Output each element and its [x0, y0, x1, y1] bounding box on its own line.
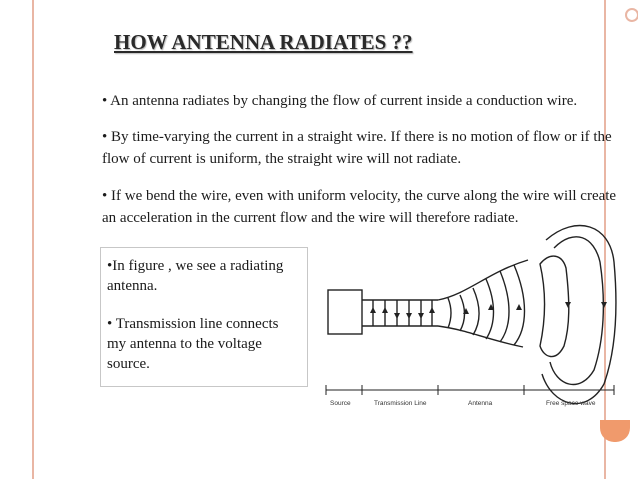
- figure-caption-box: [100, 247, 308, 387]
- antenna-diagram: [318, 222, 618, 432]
- label-source: Source: [330, 400, 351, 407]
- antenna-lower-arm: [438, 326, 523, 347]
- slide-title: HOW ANTENNA RADIATES ??: [114, 30, 413, 54]
- bullet-2: • By time-varying the current in a straight wire. If there is no motion of flow or if the flow of current is uniform, the straight wire will not radiate.: [102, 129, 612, 167]
- label-transmission-line: Transmission Line: [374, 400, 427, 407]
- frame-dot: [625, 8, 638, 22]
- bullet-3: • If we bend the wire, even with uniform velocity, the curve along the wire will create an acceleration in the current flow and the wire will therefore radiate.: [102, 188, 617, 226]
- decorative-tab: [600, 420, 630, 442]
- left-frame-line: [32, 0, 34, 479]
- free-space-loop-2: [550, 237, 603, 385]
- label-antenna: Antenna: [468, 400, 493, 407]
- caption-line-2: • Transmission line connects my antenna to the voltage source.: [107, 316, 279, 372]
- source-box: [328, 290, 362, 334]
- caption-line-1: •In figure , we see a radiating antenna.: [107, 258, 284, 294]
- bullet-1: • An antenna radiates by changing the flow of current inside a conduction wire.: [102, 93, 578, 109]
- free-space-loop-3: [542, 226, 616, 404]
- free-space-loop-1: [540, 256, 569, 356]
- label-free-space-wave: Free space wave: [546, 400, 596, 407]
